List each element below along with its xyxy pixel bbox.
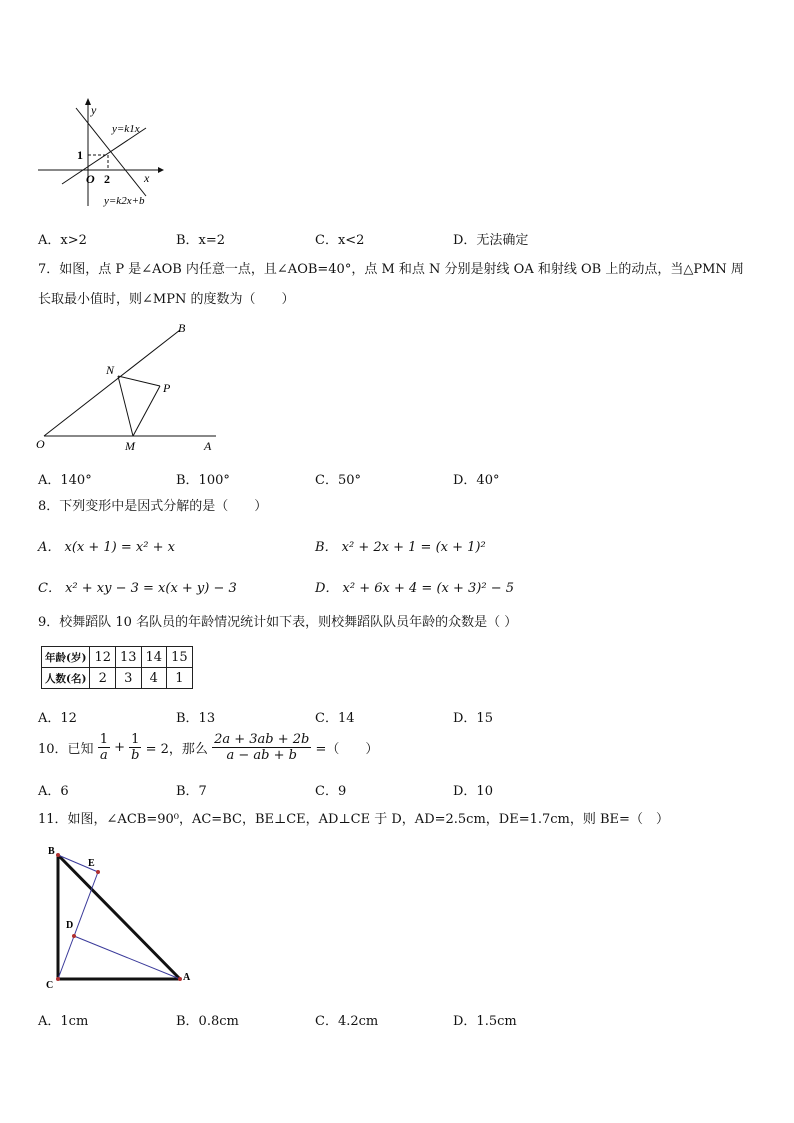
q7-stem-line2: 长取最小值时，则∠MPN 的度数为（ ）	[38, 292, 295, 307]
q10-prefix: 10．已知	[38, 742, 94, 757]
q7-option-a[interactable]: A．140°	[38, 473, 92, 488]
q7-figure	[30, 316, 230, 456]
ray-ob	[44, 330, 180, 436]
y-axis-label: y	[91, 103, 97, 117]
q7-option-c[interactable]: C．50°	[315, 473, 361, 488]
q10-plus: +	[114, 740, 126, 755]
q7-option-d[interactable]: D．40°	[453, 473, 500, 488]
q10-frac2-num: 1	[129, 732, 141, 748]
line-k1-label: y=k1x	[112, 123, 140, 135]
q10-fraction-3	[212, 732, 311, 763]
q8-option-d[interactable]: D． x² + 6x + 4 = (x + 3)² − 5	[315, 581, 514, 596]
point-b	[56, 853, 60, 857]
tick-x-label: 2	[104, 172, 110, 186]
label-b: B	[48, 846, 55, 857]
age-cell: 15	[167, 647, 193, 668]
q10-equals: = 2，那么	[145, 742, 208, 757]
q9-stem: 9．校舞蹈队 10 名队员的年龄情况统计如下表，则校舞蹈队队员年龄的众数是（ ）	[38, 615, 518, 630]
q10-fraction-2	[129, 732, 141, 763]
label-a: A	[183, 972, 191, 983]
q10-option-c[interactable]: C．9	[315, 784, 347, 799]
q9-option-b[interactable]: B．13	[176, 711, 216, 726]
age-cell: 14	[141, 647, 167, 668]
label-a: A	[204, 439, 212, 453]
point-a	[178, 977, 182, 981]
label-p: P	[163, 381, 171, 395]
x-axis-label: x	[144, 171, 150, 185]
point-c	[56, 977, 60, 981]
label-d: D	[66, 920, 74, 931]
label-b: B	[178, 321, 186, 335]
q10-frac1-den: a	[99, 748, 108, 763]
point-d	[72, 934, 76, 938]
label-c: C	[46, 980, 54, 991]
label-e: E	[88, 858, 95, 869]
label-n: N	[106, 363, 115, 377]
count-cell: 2	[90, 668, 116, 689]
q11-stem: 11．如图，∠ACB=90⁰，AC=BC，BE⊥CE，AD⊥CE 于 D，AD=2.5cm，DE=1.7cm，则 BE=（ ）	[38, 812, 669, 827]
q9-option-c[interactable]: C．14	[315, 711, 355, 726]
q11-figure	[40, 840, 200, 995]
q10-frac1-num: 1	[99, 732, 108, 747]
q11-option-d[interactable]: D．1.5cm	[453, 1014, 517, 1029]
age-cell: 12	[90, 647, 116, 668]
q8-option-a[interactable]: A． x(x + 1) = x² + x	[38, 540, 175, 555]
segment-ce	[58, 872, 98, 979]
q10-frac2-den: b	[131, 748, 140, 763]
q6-option-d[interactable]: D．无法确定	[453, 233, 529, 248]
q10-option-d[interactable]: D．10	[453, 784, 493, 799]
q6-option-b[interactable]: B．x=2	[176, 233, 226, 248]
segment-ba	[58, 855, 180, 979]
age-table	[41, 646, 193, 689]
q9-option-a[interactable]: A．12	[38, 711, 77, 726]
count-cell: 4	[141, 668, 167, 689]
q10-fraction-1	[98, 732, 110, 763]
header-age: 年龄(岁)	[42, 647, 90, 668]
q11-option-a[interactable]: A．1cm	[38, 1014, 89, 1029]
q10-frac3-den: a − ab + b	[226, 748, 297, 763]
point-e	[96, 870, 100, 874]
q10-suffix: =（ ）	[315, 742, 379, 757]
segment-pm	[133, 386, 160, 436]
q6-graph	[34, 96, 174, 212]
q10-option-a[interactable]: A．6	[38, 784, 69, 799]
count-cell: 1	[167, 668, 193, 689]
table-row-ages	[42, 647, 193, 668]
q6-option-a[interactable]: A．x>2	[38, 233, 87, 248]
q6-option-c[interactable]: C．x<2	[315, 233, 365, 248]
q8-option-c[interactable]: C． x² + xy − 3 = x(x + y) − 3	[38, 581, 237, 596]
table-row-counts	[42, 668, 193, 689]
segment-nm	[118, 376, 133, 436]
count-cell: 3	[115, 668, 141, 689]
q11-option-b[interactable]: B．0.8cm	[176, 1014, 239, 1029]
q7-option-b[interactable]: B．100°	[176, 473, 230, 488]
q10-frac3-num: 2a + 3ab + 2b	[214, 732, 310, 747]
q10-option-b[interactable]: B．7	[176, 784, 207, 799]
segment-np	[118, 376, 160, 386]
age-cell: 13	[115, 647, 141, 668]
line-k2-label: y=k2x+b	[104, 195, 145, 207]
q8-stem: 8．下列变形中是因式分解的是（ ）	[38, 499, 268, 514]
x-axis-arrow	[158, 167, 164, 173]
q11-option-c[interactable]: C．4.2cm	[315, 1014, 379, 1029]
q10-stem	[38, 732, 378, 763]
q9-option-d[interactable]: D．15	[453, 711, 493, 726]
segment-ad	[74, 936, 180, 979]
label-o: O	[36, 437, 45, 451]
tick-y-label: 1	[77, 148, 83, 162]
q8-option-b[interactable]: B． x² + 2x + 1 = (x + 1)²	[315, 540, 486, 555]
q7-stem-line1: 7．如图，点 P 是∠AOB 内任意一点，且∠AOB=40°，点 M 和点 N 分别是射线 OA 和射线 OB 上的动点，当△PMN 周	[38, 262, 744, 277]
origin-label: O	[86, 172, 95, 186]
header-count: 人数(名)	[42, 668, 90, 689]
label-m: M	[125, 439, 135, 453]
